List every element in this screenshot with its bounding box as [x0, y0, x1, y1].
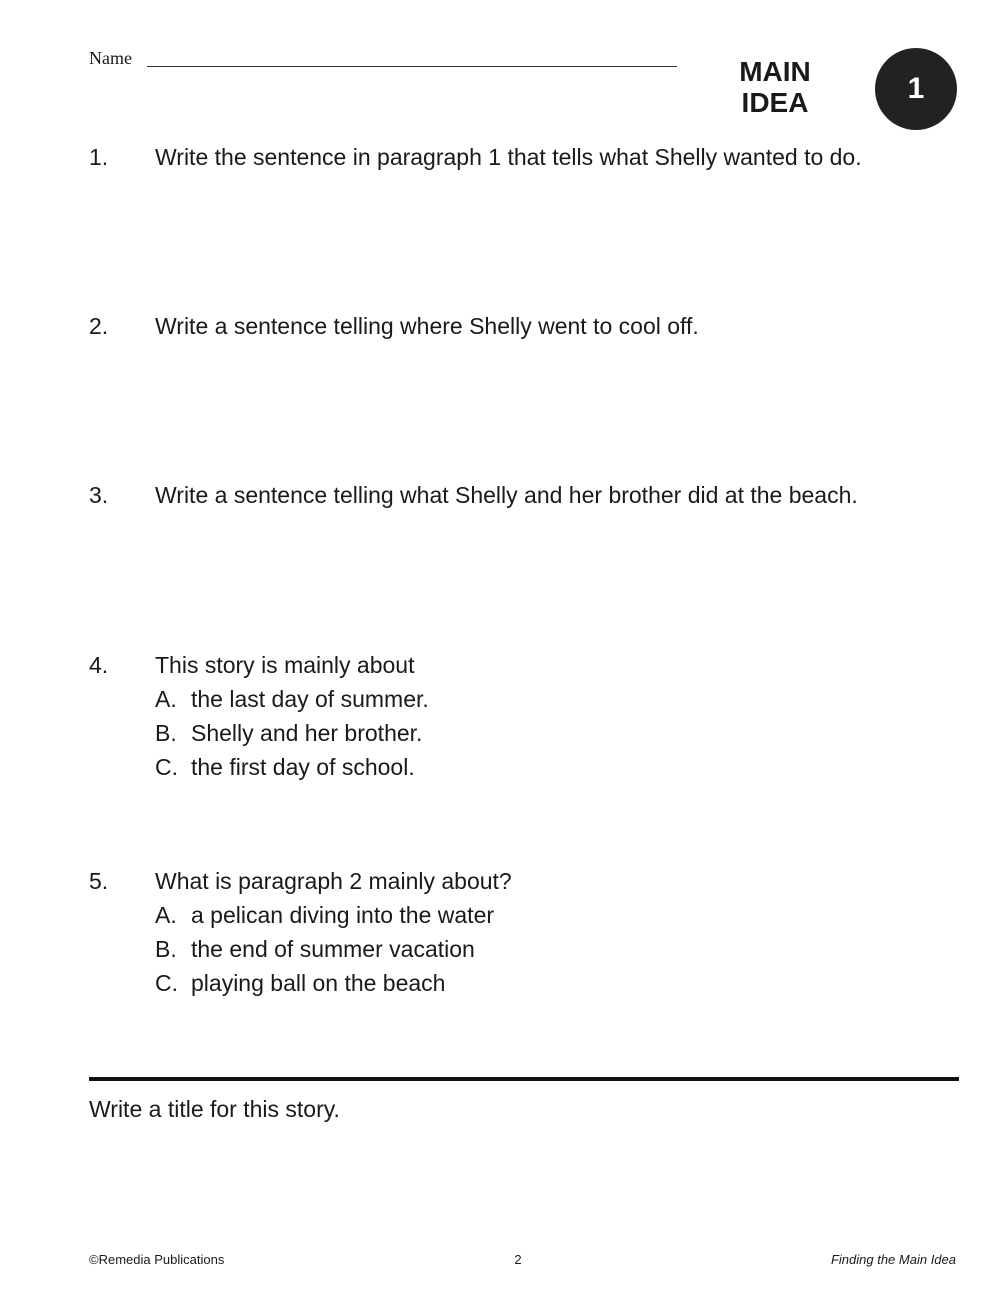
section-divider — [89, 1077, 959, 1081]
option-letter: B. — [155, 936, 177, 962]
heading-line-2: IDEA — [741, 87, 809, 118]
option-text: the end of summer vacation — [191, 936, 475, 962]
option-letter: C. — [155, 754, 178, 780]
option-text: a pelican diving into the water — [191, 902, 495, 928]
title-prompt: Write a title for this story. — [89, 1096, 340, 1122]
answer-option[interactable] — [89, 750, 969, 784]
heading-line-1: MAIN — [739, 56, 811, 87]
option-letter: A. — [155, 686, 177, 712]
answer-option[interactable] — [89, 966, 969, 1000]
option-text: playing ball on the beach — [191, 970, 446, 996]
footer-book-title: Finding the Main Idea — [830, 1252, 956, 1267]
question-1 — [89, 140, 969, 174]
question-text: What is paragraph 2 mainly about? — [155, 868, 512, 894]
footer-page-number: 2 — [514, 1252, 522, 1267]
question-number: 4. — [89, 652, 109, 678]
option-letter: A. — [155, 902, 177, 928]
question-text: Write a sentence telling what Shelly and her brother did at the beach. — [155, 482, 858, 508]
answer-option[interactable] — [89, 932, 969, 966]
section-heading — [722, 56, 828, 118]
question-text: This story is mainly about — [155, 652, 415, 678]
question-number: 1. — [89, 144, 109, 170]
option-text: the last day of summer. — [191, 686, 429, 712]
option-letter: C. — [155, 970, 178, 996]
lesson-number-badge: 1 — [875, 48, 957, 130]
name-line — [147, 66, 677, 67]
footer-publisher: ©Remedia Publications — [89, 1252, 225, 1267]
answer-option[interactable] — [89, 682, 969, 716]
question-3 — [89, 478, 969, 512]
question-5 — [89, 864, 969, 1000]
name-label: Name — [89, 48, 132, 68]
option-letter: B. — [155, 720, 177, 746]
option-text: Shelly and her brother. — [191, 720, 423, 746]
question-number: 5. — [89, 868, 109, 894]
question-4 — [89, 648, 969, 784]
question-2 — [89, 309, 969, 343]
question-text: Write the sentence in paragraph 1 that tells what Shelly wanted to do. — [155, 144, 862, 170]
answer-option[interactable] — [89, 716, 969, 750]
question-number: 3. — [89, 482, 109, 508]
question-text: Write a sentence telling where Shelly went to cool off. — [155, 313, 699, 339]
answer-option[interactable] — [89, 898, 969, 932]
question-number: 2. — [89, 313, 109, 339]
option-text: the first day of school. — [191, 754, 415, 780]
